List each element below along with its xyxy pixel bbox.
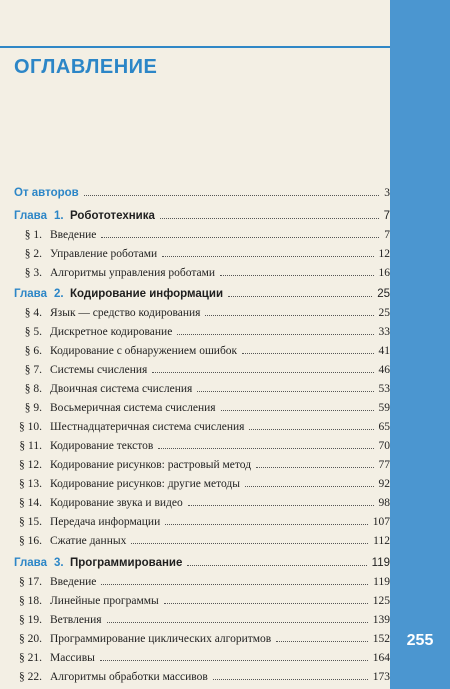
entry-page: 98 — [378, 497, 390, 509]
leader-dots — [205, 315, 373, 316]
section-number: § 16. — [19, 535, 42, 547]
toc-section-3[interactable] — [14, 264, 390, 280]
chapter-keyword: Глава — [14, 288, 47, 300]
toc-section-6[interactable] — [14, 342, 390, 358]
toc-section-11[interactable] — [14, 437, 390, 453]
section-title: Язык — средство кодирования — [50, 307, 201, 319]
toc-section-22[interactable] — [14, 668, 390, 684]
section-title: Кодирование с обнаружением ошибок — [50, 345, 238, 357]
leader-dots — [164, 603, 368, 604]
leader-dots — [242, 353, 373, 354]
section-number: § 2. — [24, 248, 42, 260]
section-number: § 19. — [19, 614, 42, 626]
chapter-title: Программирование — [70, 557, 183, 569]
chapter-title: Кодирование информации — [70, 288, 224, 300]
entry-page: 12 — [378, 248, 390, 260]
toc-section-17[interactable] — [14, 573, 390, 589]
toc-chapter-3[interactable] — [14, 554, 390, 570]
chapter-number: 2. — [54, 288, 64, 300]
section-number: § 21. — [19, 652, 42, 664]
entry-page: 139 — [372, 614, 390, 626]
leader-dots — [213, 679, 368, 680]
section-title: Системы счисления — [50, 364, 148, 376]
section-title: Ветвления — [50, 614, 102, 626]
entry-page: 112 — [373, 535, 390, 547]
section-title: Кодирование текстов — [50, 440, 154, 452]
entry-page: 92 — [378, 478, 390, 490]
page-title: ОГЛАВЛЕНИЕ — [14, 56, 158, 78]
section-number: § 22. — [19, 671, 42, 683]
leader-dots — [197, 391, 373, 392]
chapter-number: 3. — [54, 557, 64, 569]
toc-section-14[interactable] — [14, 494, 390, 510]
section-number: § 11. — [19, 440, 42, 452]
entry-page: 25 — [377, 288, 390, 300]
leader-dots — [131, 543, 368, 544]
entry-page: 7 — [383, 210, 390, 222]
entry-page: 53 — [378, 383, 390, 395]
chapter-keyword: Глава — [14, 557, 47, 569]
leader-dots — [256, 467, 373, 468]
section-number: § 8. — [24, 383, 42, 395]
leader-dots — [101, 584, 368, 585]
entry-page: 59 — [378, 402, 390, 414]
section-number: § 18. — [19, 595, 42, 607]
entry-page: 125 — [372, 595, 390, 607]
entry-title: От авторов — [14, 187, 79, 199]
chapter-keyword: Глава — [14, 210, 47, 222]
chapter-number: 1. — [54, 210, 64, 222]
toc-section-12[interactable] — [14, 456, 390, 472]
section-number: § 3. — [24, 267, 42, 279]
toc-section-8[interactable] — [14, 380, 390, 396]
entry-page: 107 — [372, 516, 390, 528]
entry-page: 46 — [378, 364, 390, 376]
toc-section-1[interactable] — [14, 226, 390, 242]
section-title: Шестнадцатеричная система счисления — [50, 421, 245, 433]
entry-page: 119 — [373, 576, 390, 588]
leader-dots — [101, 237, 379, 238]
entry-page: 16 — [378, 267, 390, 279]
toc-section-9[interactable] — [14, 399, 390, 415]
leader-dots — [220, 275, 373, 276]
toc-section-7[interactable] — [14, 361, 390, 377]
section-number: § 10. — [19, 421, 42, 433]
toc-section-4[interactable] — [14, 304, 390, 320]
page-number: 255 — [406, 632, 434, 649]
entry-page: 25 — [378, 307, 390, 319]
entry-page: 77 — [378, 459, 390, 471]
section-title: Введение — [50, 576, 97, 588]
leader-dots — [187, 565, 366, 566]
toc-section-13[interactable] — [14, 475, 390, 491]
section-number: § 20. — [19, 633, 42, 645]
toc-entry-authors[interactable] — [14, 184, 390, 200]
leader-dots — [276, 641, 368, 642]
section-number: § 13. — [19, 478, 42, 490]
leader-dots — [107, 622, 368, 623]
section-title: Сжатие данных — [50, 535, 127, 547]
section-title: Передача информации — [50, 516, 161, 528]
toc-chapter-1[interactable] — [14, 207, 390, 223]
leader-dots — [162, 256, 373, 257]
section-number: § 4. — [24, 307, 42, 319]
leader-dots — [221, 410, 374, 411]
section-title: Линейные программы — [50, 595, 159, 607]
leader-dots — [177, 334, 373, 335]
section-number: § 12. — [19, 459, 42, 471]
section-number: § 7. — [24, 364, 42, 376]
entry-page: 3 — [384, 187, 390, 199]
leader-dots — [100, 660, 368, 661]
section-title: Кодирование звука и видео — [50, 497, 183, 509]
section-title: Кодирование рисунков: другие методы — [50, 478, 241, 490]
section-title: Управление роботами — [50, 248, 158, 260]
leader-dots — [228, 296, 372, 297]
chapter-title: Робототехника — [70, 210, 155, 222]
toc-section-5[interactable] — [14, 323, 390, 339]
leader-dots — [152, 372, 373, 373]
section-number: § 1. — [24, 229, 42, 241]
section-number: § 6. — [24, 345, 42, 357]
toc-section-21[interactable] — [14, 649, 390, 665]
entry-page: 119 — [371, 557, 390, 569]
toc-section-2[interactable] — [14, 245, 390, 261]
section-title: Алгоритмы управления роботами — [50, 267, 216, 279]
toc-section-20[interactable] — [14, 630, 390, 646]
section-number: § 17. — [19, 576, 42, 588]
toc-chapter-2[interactable] — [14, 285, 390, 301]
section-title: Массивы — [50, 652, 95, 664]
section-number: § 5. — [24, 326, 42, 338]
section-title: Алгоритмы обработки массивов — [50, 671, 208, 683]
entry-page: 41 — [378, 345, 390, 357]
entry-page: 7 — [384, 229, 390, 241]
entry-page: 164 — [372, 652, 390, 664]
entry-page: 65 — [378, 421, 390, 433]
toc-section-15[interactable] — [14, 513, 390, 529]
leader-dots — [84, 195, 380, 196]
section-title: Восьмеричная система счисления — [50, 402, 216, 414]
entry-page: 152 — [372, 633, 390, 645]
section-title: Двоичная система счисления — [50, 383, 193, 395]
section-number: § 15. — [19, 516, 42, 528]
entry-page: 173 — [372, 671, 390, 683]
section-number: § 9. — [24, 402, 42, 414]
section-number: § 14. — [19, 497, 42, 509]
entry-page: 70 — [378, 440, 390, 452]
leader-dots — [160, 218, 379, 219]
toc-section-10[interactable] — [14, 418, 390, 434]
toc-section-19[interactable] — [14, 611, 390, 627]
toc-section-18[interactable] — [14, 592, 390, 608]
leader-dots — [165, 524, 368, 525]
leader-dots — [158, 448, 373, 449]
toc-section-16[interactable] — [14, 532, 390, 548]
leader-dots — [188, 505, 374, 506]
section-title: Дискретное кодирование — [50, 326, 173, 338]
section-title: Программирование циклических алгоритмов — [50, 633, 272, 645]
section-title: Кодирование рисунков: растровый метод — [50, 459, 252, 471]
leader-dots — [245, 486, 373, 487]
leader-dots — [249, 429, 373, 430]
section-title: Введение — [50, 229, 97, 241]
entry-page: 33 — [378, 326, 390, 338]
